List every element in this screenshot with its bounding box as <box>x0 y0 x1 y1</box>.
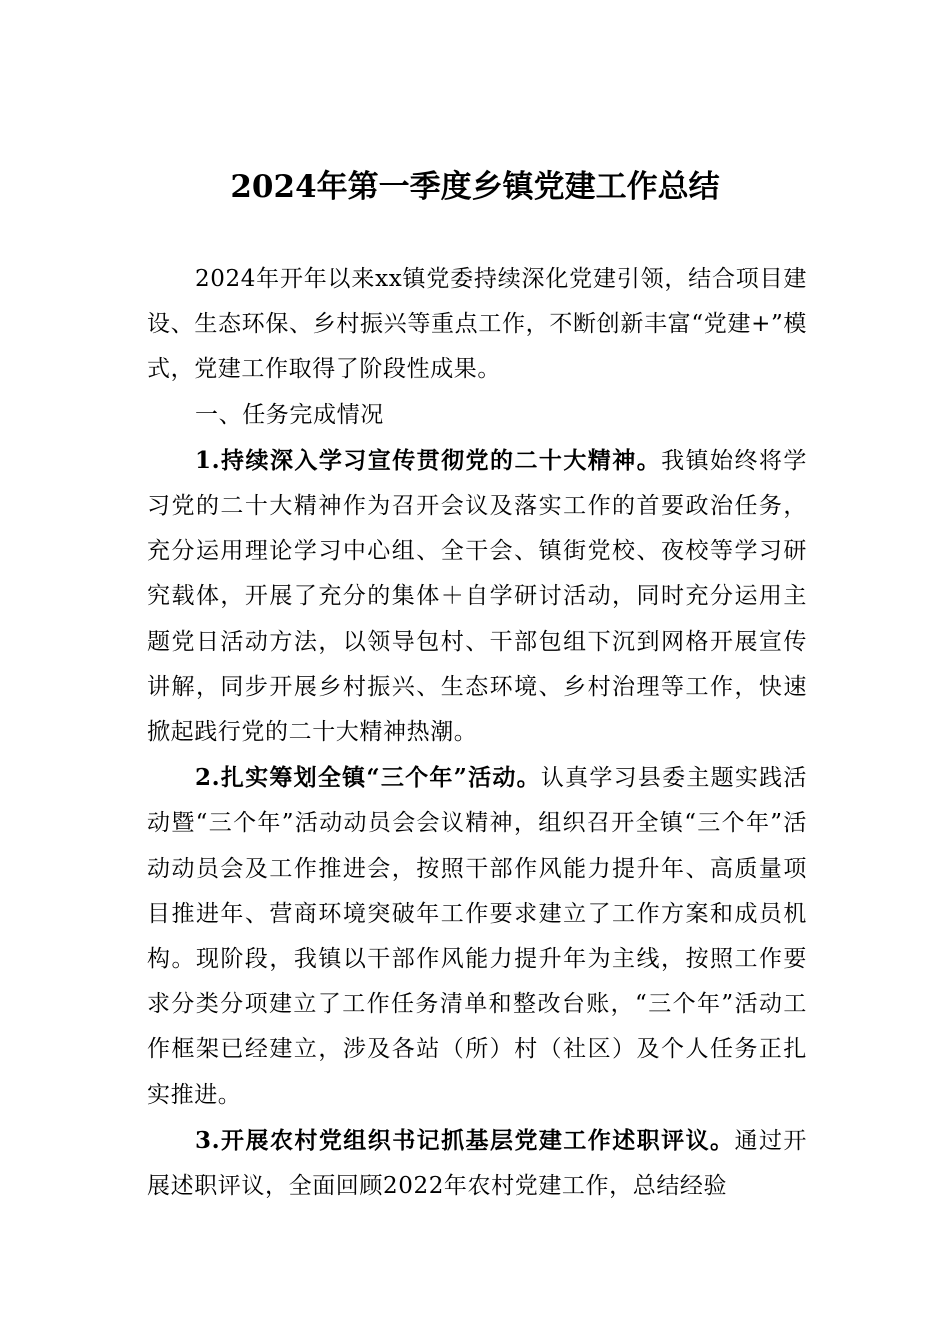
item-lead-3: 3.开展农村党组织书记抓基层党建工作述职评议。 <box>195 1126 735 1154</box>
item-paragraph-2 <box>147 755 807 1118</box>
item-lead-1: 1.持续深入学习宣传贯彻党的二十大精神。 <box>195 446 662 474</box>
item-paragraph-1 <box>147 438 807 755</box>
item-text-2: 认真学习县委主题实践活动暨“三个年”活动动员会会议精神，组织召开全镇“三个年”活动动员会及工作推进会，按照干部作风能力提升年、高质量项目推进年、营商环境突破年工作要求建立了工作方案和成员机构。现阶段，我镇以干部作风能力提升年为主线，按照工作要求分类分项建立了工作任务清单和整改台账，“三个年”活动工作框架已经建立，涉及各站（所）村（社区）及个人任务正扎实推进。 <box>147 765 807 1108</box>
item-text-3: 通过开展述职评议，全面回顾2022年农村党建工作，总结经验 <box>147 1127 807 1200</box>
intro-paragraph: 2024年开年以来xx镇党委持续深化党建引领，结合项目建设、生态环保、乡村振兴等重点工作，不断创新丰富“党建+”模式，党建工作取得了阶段性成果。 <box>147 266 807 383</box>
document-title: 2024年第一季度乡镇党建工作总结 <box>230 169 720 205</box>
item-paragraph-3 <box>147 1118 807 1209</box>
section-heading: 一、任务完成情况 <box>195 401 384 428</box>
item-text-1: 我镇始终将学习党的二十大精神作为召开会议及落实工作的首要政治任务，充分运用理论学习中心组、全干会、镇街党校、夜校等学习研究载体，开展了充分的集体＋自学研讨活动，同时充分运用主题党日活动方法，以领导包村、干部包组下沉到网格开展宣传讲解，同步开展乡村振兴、生态环境、乡村治理等工作，快速掀起践行党的二十大精神热潮。 <box>147 447 808 746</box>
document-body <box>147 257 807 1209</box>
item-lead-2: 2.扎实筹划全镇“三个年”活动。 <box>195 764 541 792</box>
